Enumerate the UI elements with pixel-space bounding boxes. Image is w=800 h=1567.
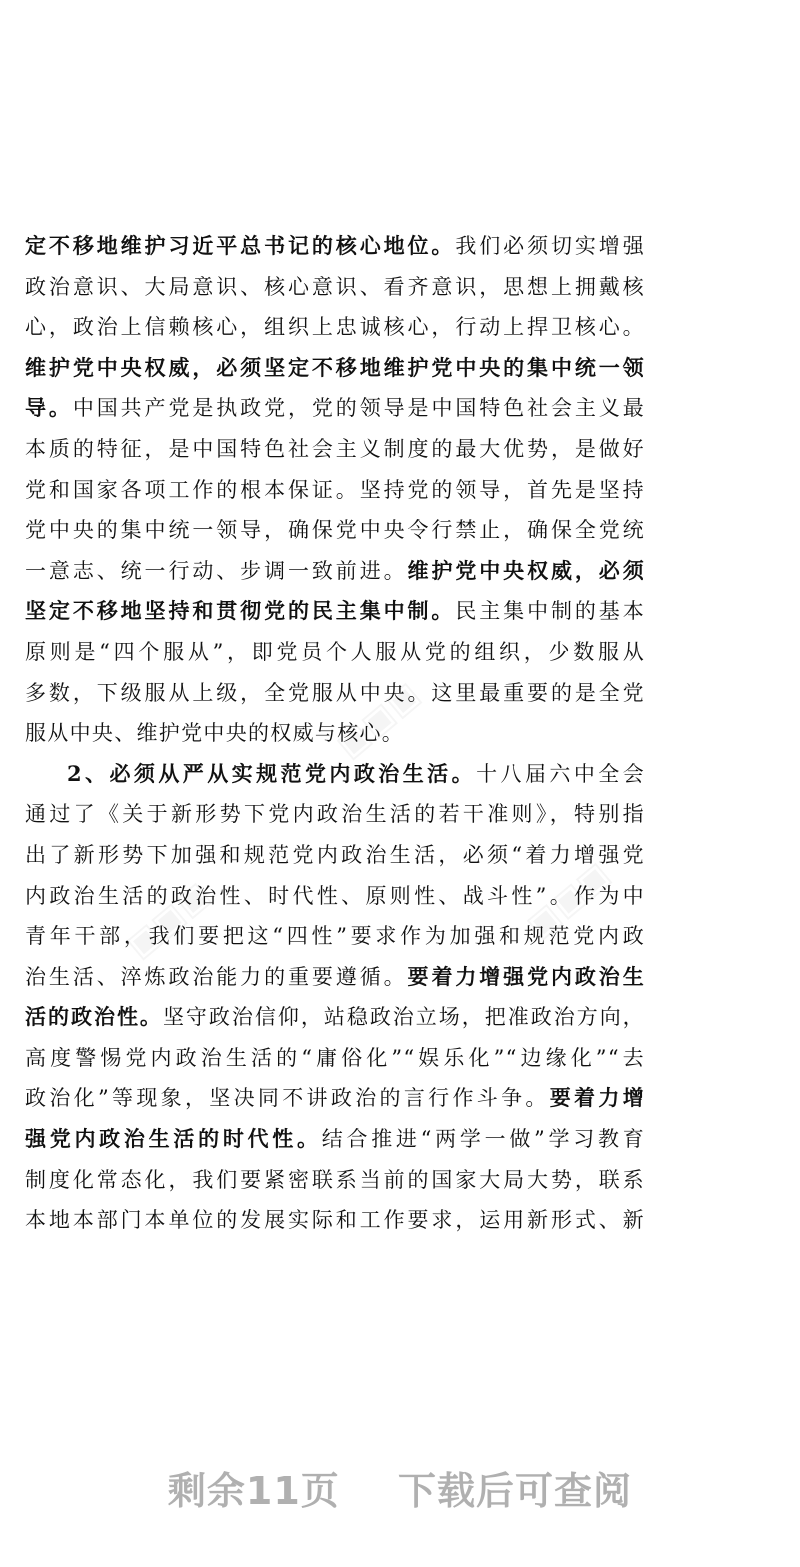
bold-text-segment: 要着力增强党内政治生 xyxy=(407,963,645,989)
text-segment: 坚守政治信仰，站稳政治立场，把准政治方向， xyxy=(162,1005,645,1030)
text-line xyxy=(25,307,645,348)
text-line xyxy=(25,835,645,876)
text-line xyxy=(25,1200,645,1241)
text-segment: 出了新形势下加强和规范党内政治生活，必须“着力增强党 xyxy=(25,842,645,867)
text-line xyxy=(25,510,645,551)
text-line xyxy=(25,632,645,673)
text-line xyxy=(25,1078,645,1119)
text-line xyxy=(25,916,645,957)
text-segment: 高度警惕党内政治生活的“庸俗化”“娱乐化”“边缘化”“去 xyxy=(25,1045,645,1070)
text-segment: 多数，下级服从上级，全党服从中央。这里最重要的是全党 xyxy=(25,680,645,705)
bold-text-segment: 维护党中央权威，必须 xyxy=(407,557,645,583)
text-segment: 政治意识、大局意识、核心意识、看齐意识，思想上拥戴核 xyxy=(25,274,645,299)
text-line xyxy=(25,1160,645,1201)
text-line xyxy=(25,713,645,754)
text-segment: 治生活、淬炼政治能力的重要遵循。 xyxy=(25,964,408,989)
text-segment: 服从中央、维护党中央的权威与核心。 xyxy=(25,721,405,746)
text-line xyxy=(25,388,645,429)
bold-text-segment: 维护党中央权威，必须坚定不移地维护党中央的集中统一领 xyxy=(25,354,645,380)
text-line xyxy=(25,591,645,632)
text-line xyxy=(25,957,645,998)
text-line xyxy=(25,551,645,592)
text-segment: 制度化常态化，我们要紧密联系当前的国家大局大势，联系 xyxy=(25,1167,645,1192)
text-line xyxy=(25,1119,645,1160)
text-line xyxy=(25,267,645,308)
watermark: ▣▣▣ xyxy=(118,873,218,967)
text-line xyxy=(25,429,645,470)
text-line xyxy=(25,1038,645,1079)
text-segment: 民主集中制的基本 xyxy=(455,599,645,624)
bold-text-segment: 2、必须从严从实规范党内政治生活。 xyxy=(67,760,477,786)
bold-text-segment: 导。 xyxy=(25,395,73,421)
bold-text-segment: 活的政治性。 xyxy=(25,1004,163,1030)
remaining-pages-text[interactable]: 剩余11页 xyxy=(167,1469,340,1513)
text-segment: 结合推进“两学一做”学习教育 xyxy=(321,1127,645,1152)
text-segment: 一意志、统一行动、步调一致前进。 xyxy=(25,558,408,583)
bold-text-segment: 强党内政治生活的时代性。 xyxy=(25,1126,322,1152)
text-segment: 本质的特征，是中国特色社会主义制度的最大优势，是做好 xyxy=(25,436,645,461)
document-body xyxy=(25,226,645,1241)
watermark: ▣▣▣ xyxy=(328,673,428,767)
text-segment: 原则是“四个服从”，即党员个人服从党的组织，少数服从 xyxy=(25,639,645,664)
text-segment: 我们必须切实增强 xyxy=(455,234,645,258)
watermark: ▣▣▣ xyxy=(518,853,618,947)
text-line xyxy=(25,997,645,1038)
text-segment: 中国共产党是执政党，党的领导是中国特色社会主义最 xyxy=(72,396,645,421)
text-segment: 党中央的集中统一领导，确保党中央令行禁止，确保全党统 xyxy=(25,518,645,543)
text-segment: 本地本部门本单位的发展实际和工作要求，运用新形式、新 xyxy=(25,1208,645,1233)
text-line xyxy=(25,673,645,714)
text-line xyxy=(25,876,645,917)
text-segment: 心，政治上信赖核心，组织上忠诚核心，行动上捍卫核心。 xyxy=(25,315,645,340)
text-segment: 青年干部，我们要把这“四性”要求作为加强和规范党内政 xyxy=(25,924,645,949)
text-segment: 内政治生活的政治性、时代性、原则性、战斗性”。作为中 xyxy=(25,883,645,908)
text-line xyxy=(25,470,645,511)
bold-text-segment: 定不移地维护习近平总书记的核心地位。 xyxy=(25,233,456,258)
text-segment: 十八届六中全会 xyxy=(476,761,645,786)
text-line xyxy=(25,794,645,835)
bold-text-segment: 坚定不移地坚持和贯彻党的民主集中制。 xyxy=(25,598,456,624)
text-line xyxy=(25,348,645,389)
text-line xyxy=(25,226,645,267)
text-segment: 通过了《关于新形势下党内政治生活的若干准则》，特别指 xyxy=(25,802,645,827)
download-banner[interactable] xyxy=(0,1460,800,1515)
bold-text-segment: 要着力增 xyxy=(549,1085,645,1111)
text-segment: 党和国家各项工作的根本保证。坚持党的领导，首先是坚持 xyxy=(25,477,645,502)
text-line xyxy=(25,754,645,795)
download-to-view-text[interactable]: 下载后可查阅 xyxy=(398,1469,633,1513)
text-segment: 政治化”等现象，坚决同不讲政治的言行作斗争。 xyxy=(25,1086,550,1111)
